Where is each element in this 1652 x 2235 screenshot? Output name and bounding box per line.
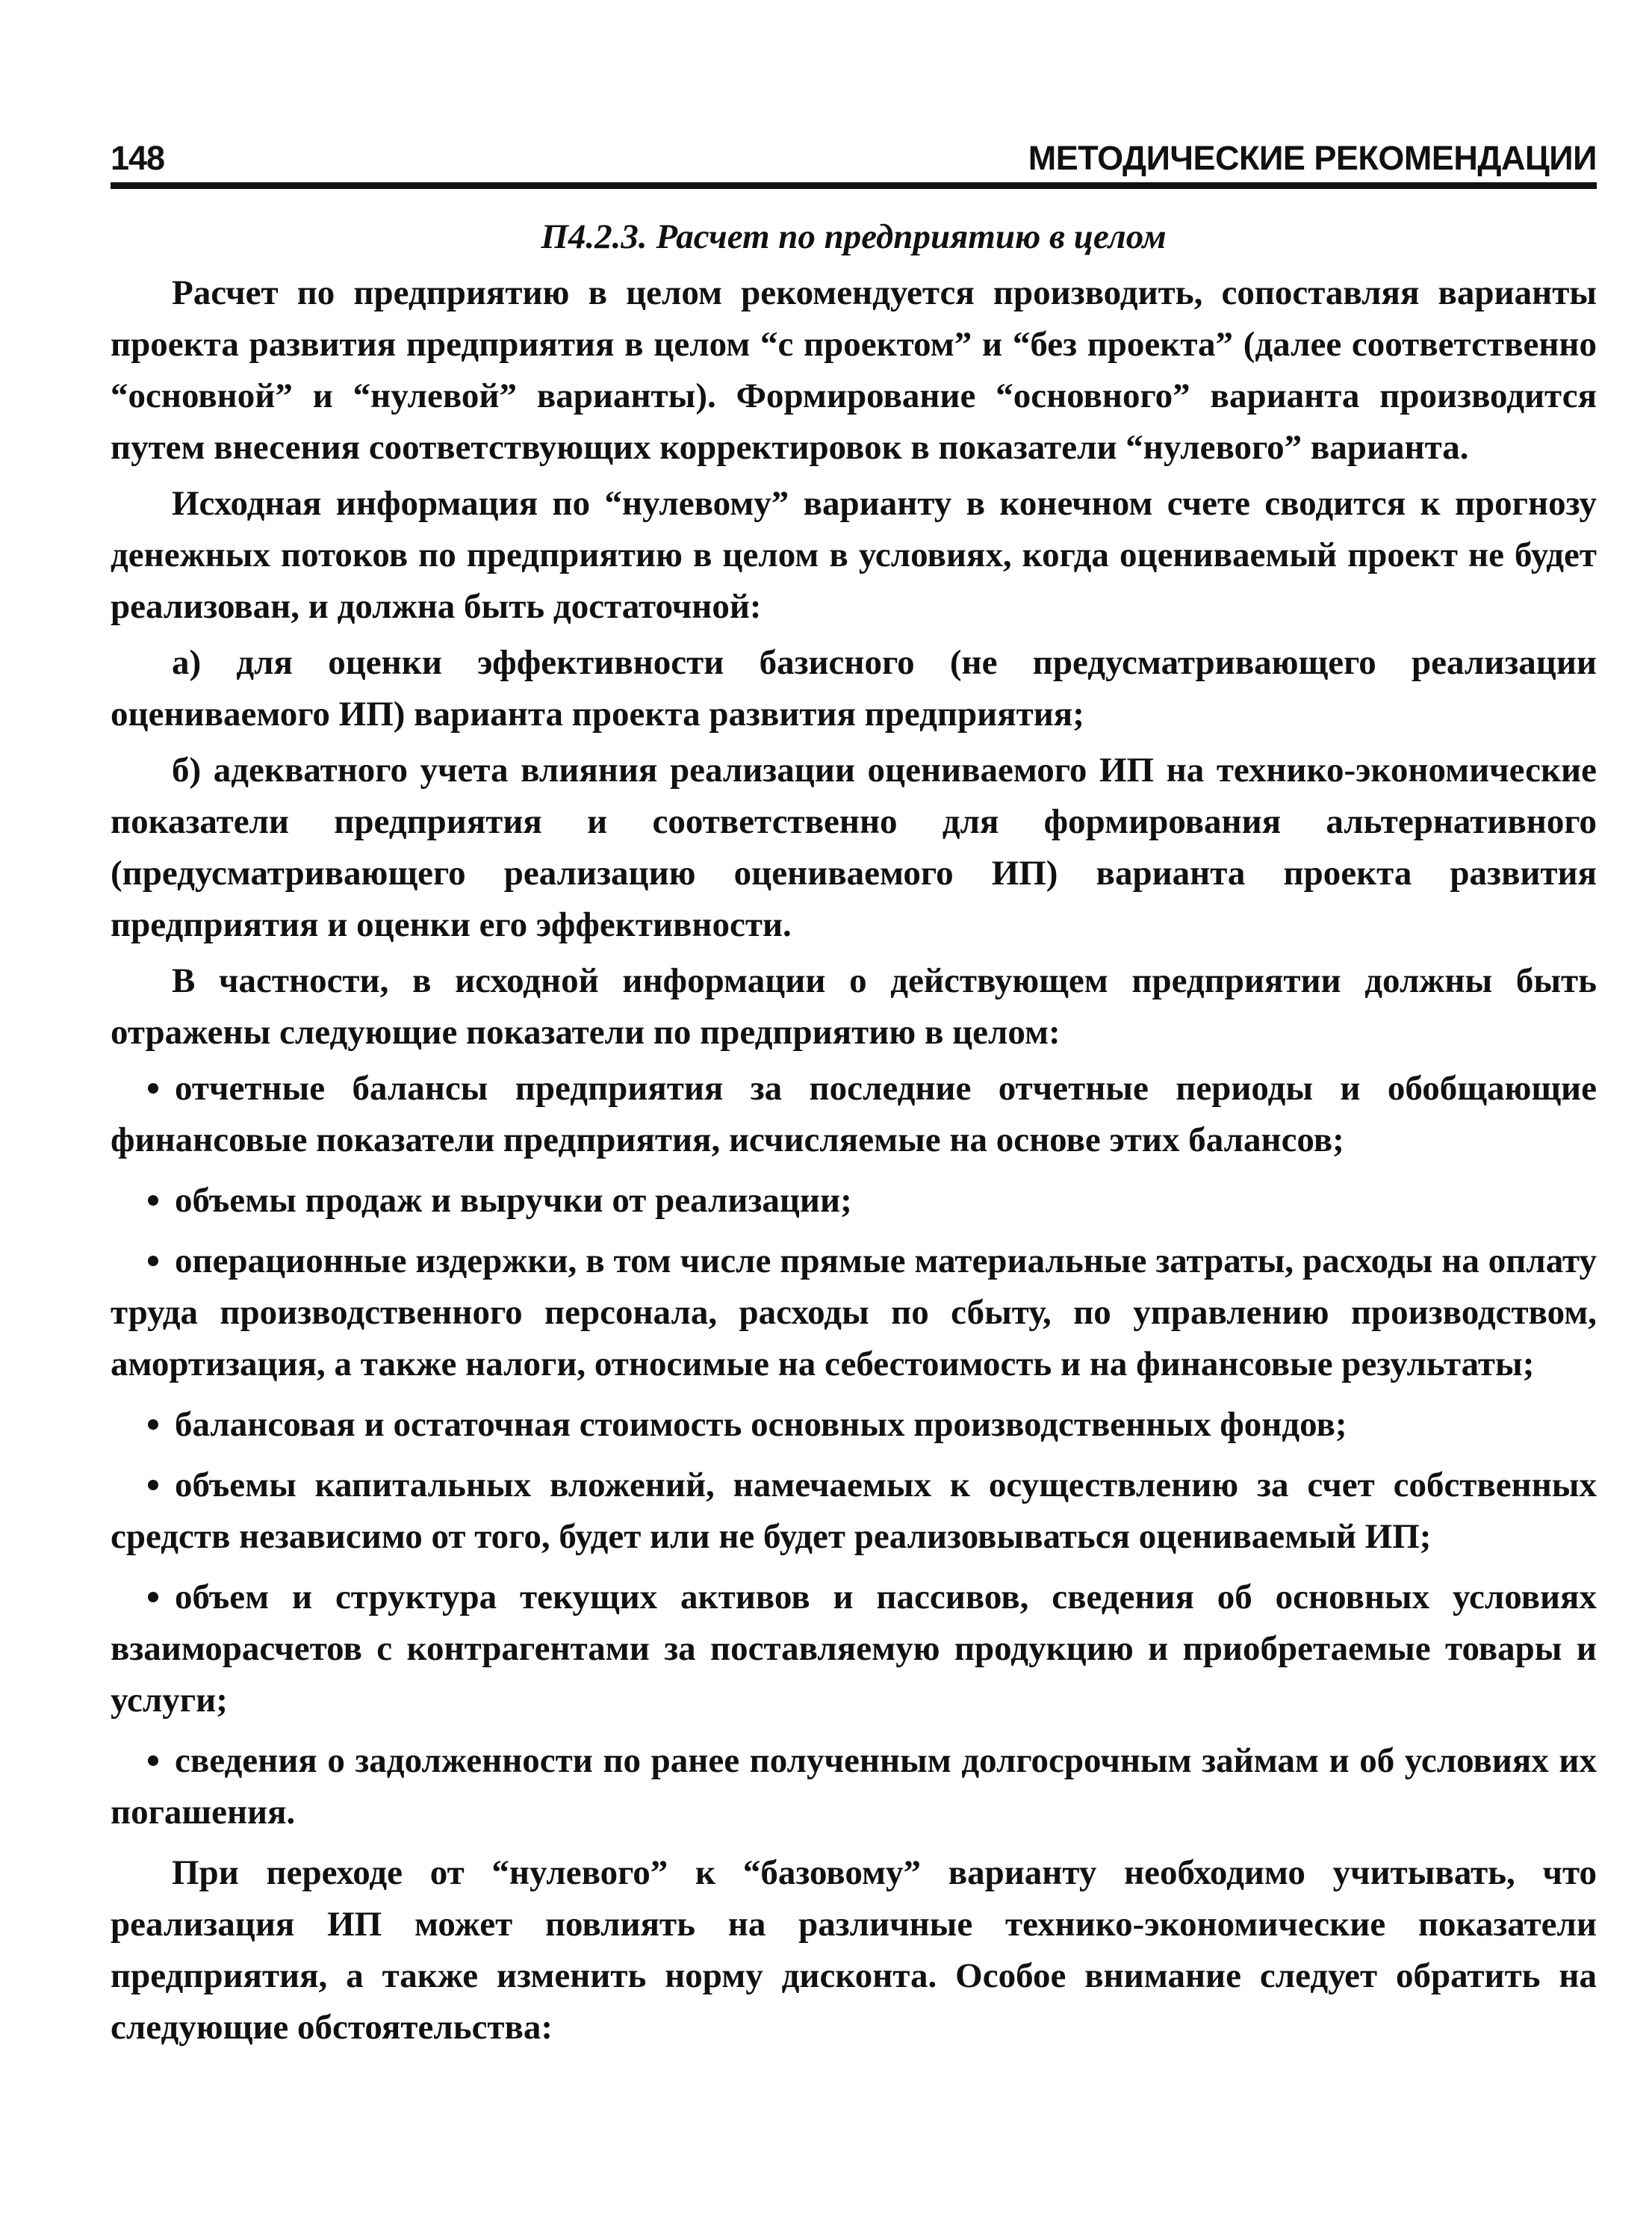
list-item [111, 1063, 1597, 1166]
bullet-icon [148, 1256, 158, 1266]
list-item-text: операционные издержки, в том числе прямые материальные затраты, расходы на оплату труда производственного персонала, расходы по сбыту, по управлению производством, амортизация, а также налоги, относимые на себестоимость и на финансовые результаты; [111, 1242, 1597, 1384]
list-item-text: сведения о задолженности по ранее полученным долгосрочным займам и об условиях их погашения. [111, 1741, 1597, 1832]
section-heading: П4.2.3. Расчет по предприятию в целом [541, 217, 1167, 256]
bullet-icon [148, 1195, 158, 1206]
list-item-text: балансовая и остаточная стоимость основных производственных фондов; [175, 1405, 1347, 1445]
body-text [111, 267, 1597, 2053]
bullet-icon [148, 1755, 158, 1766]
bullet-icon [148, 1083, 158, 1094]
list-item [111, 1735, 1597, 1838]
bullet-icon [148, 1592, 158, 1602]
paragraph: б) адекватного учета влияния реализации оцениваемого ИП на технико-экономические показатели предприятия и соответственно для формирования альтернативного (предусматривающего реализацию оцениваемого ИП) варианта проекта развития предприятия и оценки его эффективности. [111, 751, 1597, 945]
list-item-text: объемы капитальных вложений, намечаемых к осуществлению за счет собственных средств независимо от того, будет или не будет реализовываться оцениваемый ИП; [111, 1466, 1597, 1557]
bullet-icon [148, 1480, 158, 1490]
list-item-text: объемы продаж и выручки от реализации; [175, 1181, 852, 1221]
list-item [111, 1175, 1597, 1227]
header-rule [111, 182, 1597, 189]
paragraph: а) для оценки эффективности базисного (не предусматривающего реализации оцениваемого ИП) варианта проекта развития предприятия; [111, 643, 1597, 734]
page-number: 148 [111, 139, 165, 177]
closing-paragraph: При переходе от “нулевого” к “базовому” варианту необходимо учитывать, что реализация ИП может повлиять на различные технико-экономические показатели предприятия, а также изменить норму дисконта. Особое внимание следует обратить на следующие обстоятельства: [111, 1853, 1597, 2048]
list-item [111, 1460, 1597, 1563]
bullet-icon [148, 1419, 158, 1430]
paragraph: В частности, в исходной информации о действующем предприятии должны быть отражены следующие показатели по предприятию в целом: [111, 961, 1597, 1053]
paragraph: Расчет по предприятию в целом рекомендуется производить, сопоставляя варианты проекта развития предприятия в целом “с проектом” и “без проекта” (далее соответственно “основной” и “нулевой” варианты). Формирование “основного” варианта производится путем внесения соответствующих корректировок в показатели “нулевого” варианта. [111, 273, 1597, 468]
list-item [111, 1236, 1597, 1390]
bullet-list [111, 1063, 1597, 1838]
paragraph: Исходная информация по “нулевому” варианту в конечном счете сводится к прогнозу денежных потоков по предприятию в целом в условиях, когда оцениваемый проект не будет реализован, и должна быть достаточной: [111, 484, 1597, 627]
running-header [111, 133, 1597, 175]
document-page [111, 133, 1597, 2058]
list-item-text: отчетные балансы предприятия за последние отчетные периоды и обобщающие финансовые показатели предприятия, исчисляемые на основе этих балансов; [111, 1069, 1597, 1160]
list-item-text: объем и структура текущих активов и пассивов, сведения об основных условиях взаиморасчетов с контрагентами за поставляемую продукцию и приобретаемые товары и услуги; [111, 1578, 1597, 1720]
list-item [111, 1399, 1597, 1451]
list-item [111, 1572, 1597, 1726]
running-title: МЕТОДИЧЕСКИЕ РЕКОМЕНДАЦИИ [1028, 139, 1597, 177]
